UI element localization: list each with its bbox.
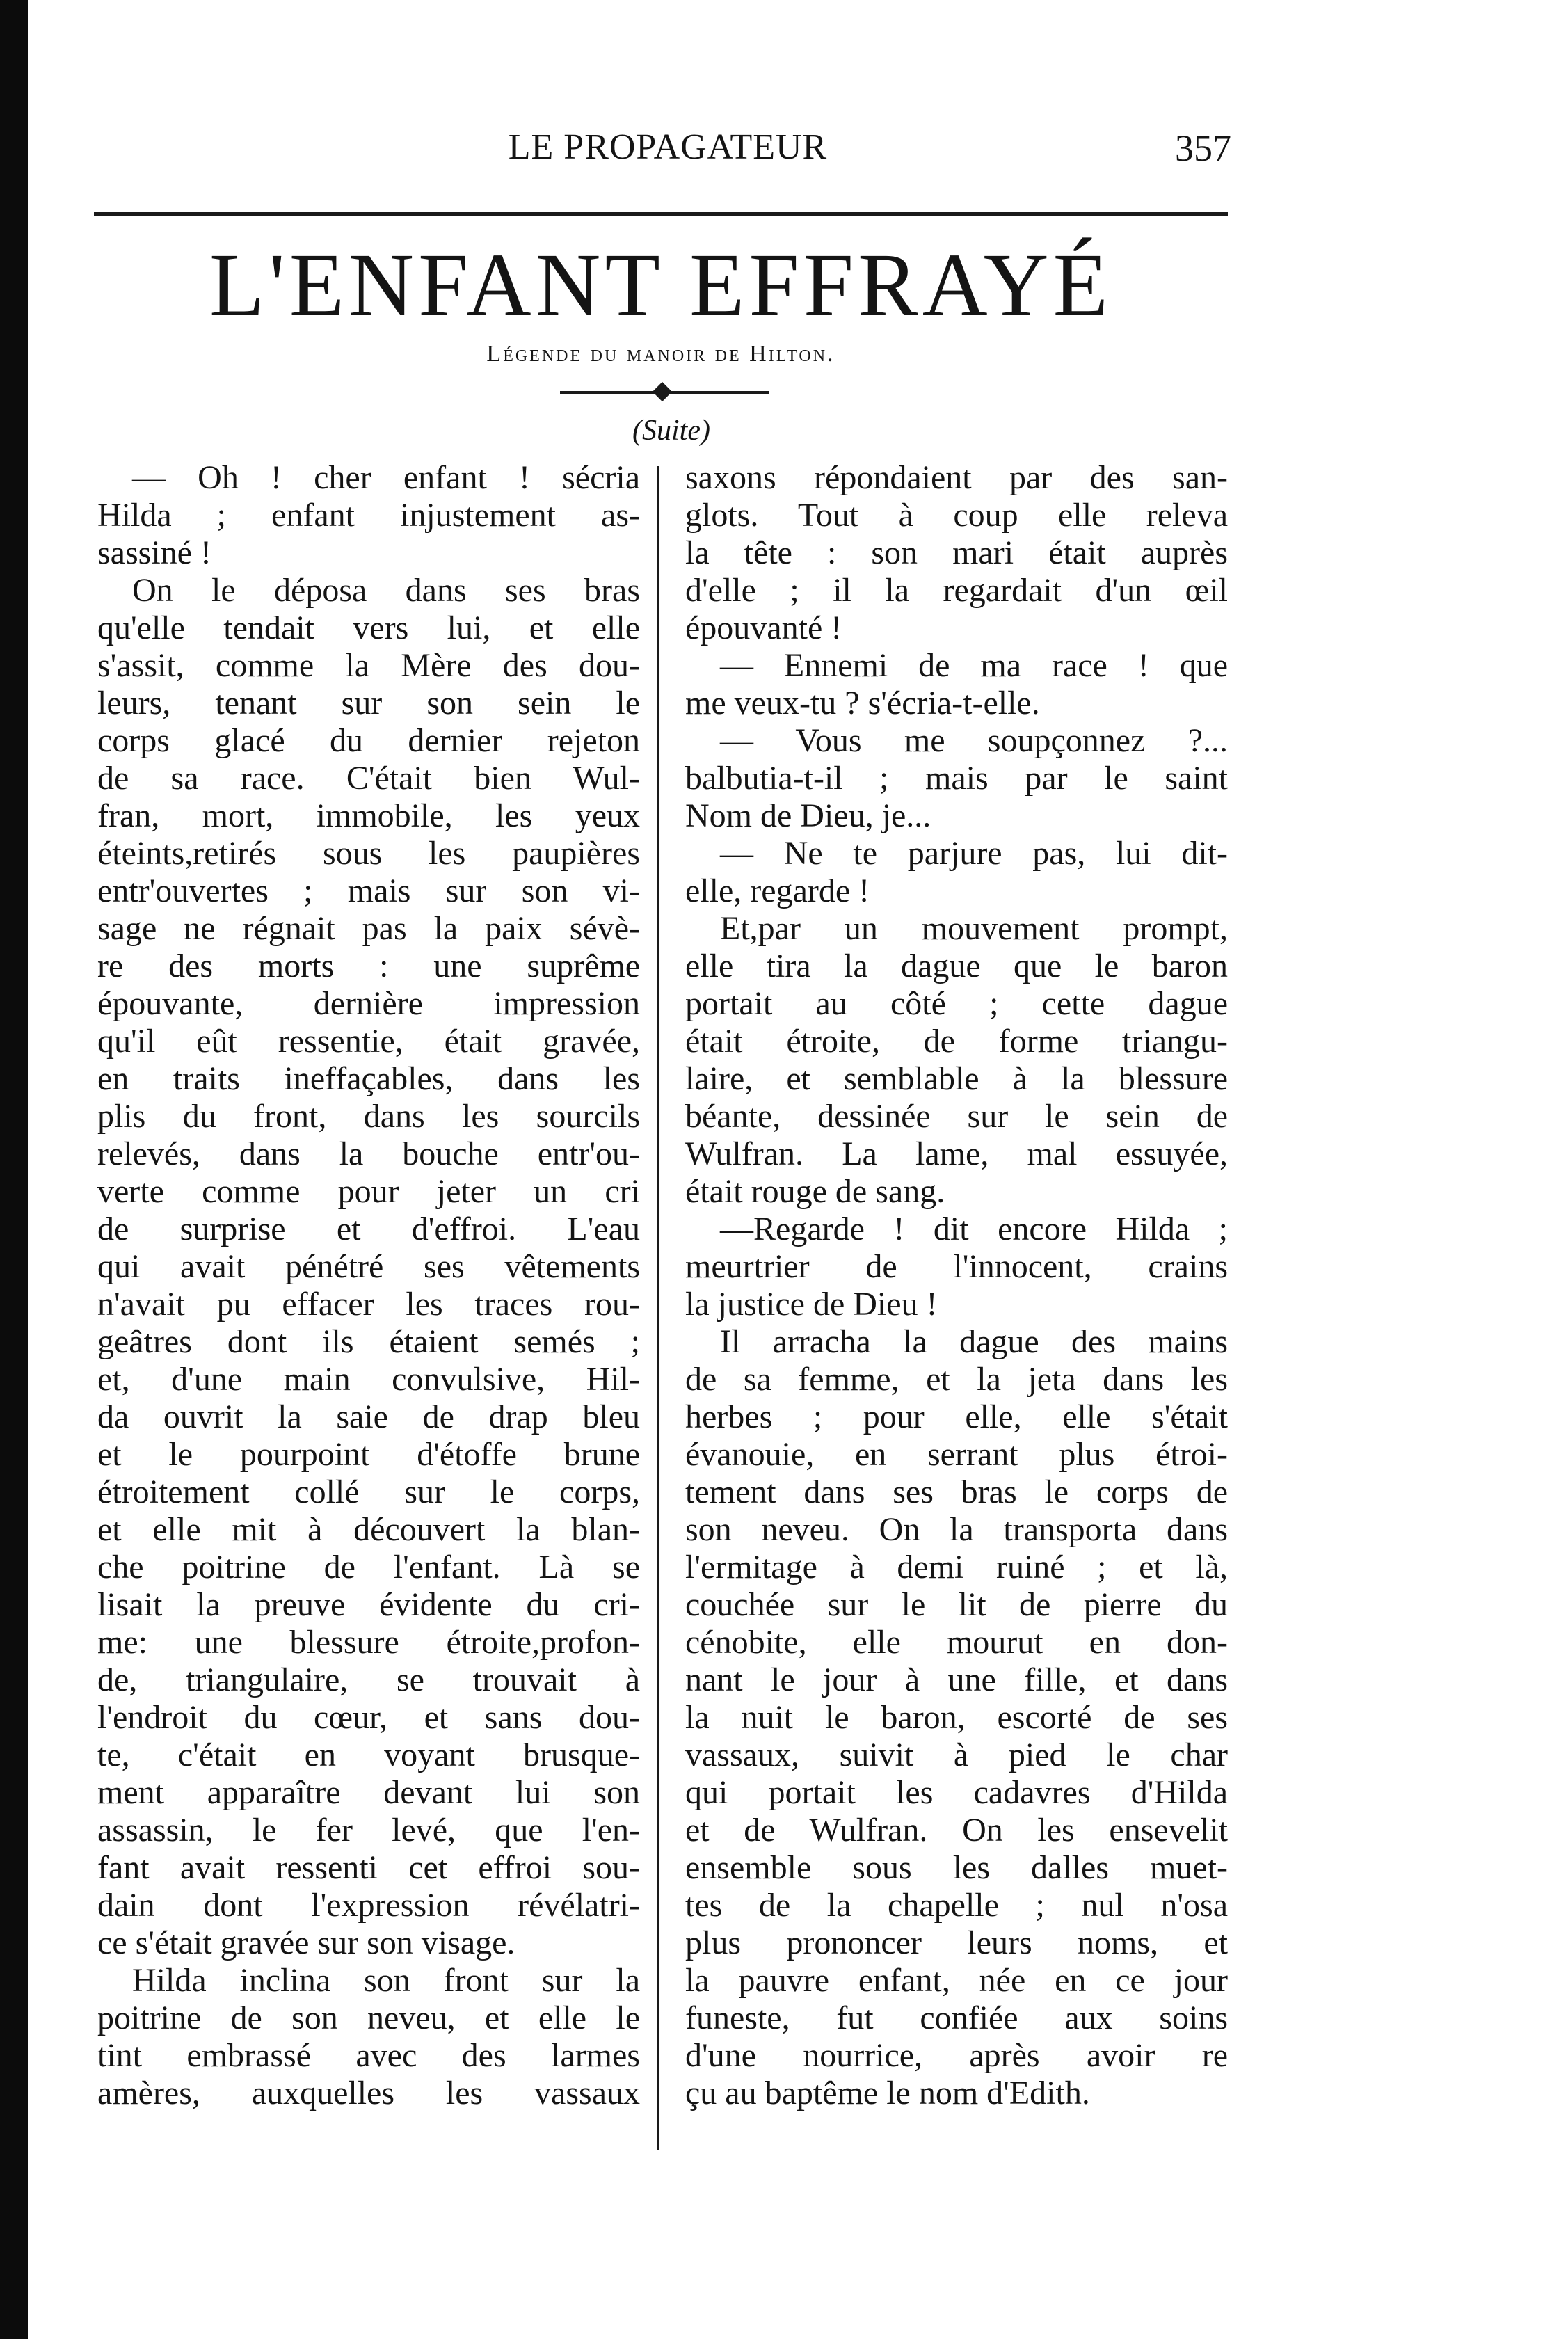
text-line: — Ennemi de ma race ! que	[720, 647, 1228, 684]
text-line: vassaux, suivit à pied le char	[685, 1737, 1228, 1773]
text-line: da ouvrit la saie de drap bleu	[97, 1398, 640, 1435]
left-column	[97, 459, 640, 2112]
text-line: ensemble sous les dalles muet-	[685, 1849, 1228, 1886]
text-line: dain dont l'expression révélatri-	[97, 1887, 640, 1924]
text-line: verte comme pour jeter un cri	[97, 1173, 640, 1210]
running-title: LE PROPAGATEUR	[508, 127, 828, 167]
text-line: la tête : son mari était auprès	[685, 534, 1228, 571]
text-line: Hilda ; enfant injustement as-	[97, 497, 640, 534]
text-line: qu'il eût ressentie, était gravée,	[97, 1023, 640, 1060]
text-line: te, c'était en voyant brusque-	[97, 1737, 640, 1773]
text-line: tes de la chapelle ; nul n'osa	[685, 1887, 1228, 1924]
article-subtitle: Légende du manoir de Hilton.	[486, 341, 835, 367]
text-line: re des morts : une suprême	[97, 948, 640, 984]
text-line: sassiné !	[97, 534, 211, 571]
text-line: laire, et semblable à la blessure	[685, 1060, 1228, 1097]
text-line: ment apparaître devant lui son	[97, 1774, 640, 1811]
text-line: éteints,retirés sous les paupières	[97, 835, 640, 872]
text-line: — Oh ! cher enfant ! sécria	[132, 459, 640, 496]
text-line: de, triangulaire, se trouvait à	[97, 1661, 640, 1698]
text-line: Et,par un mouvement prompt,	[720, 910, 1228, 947]
text-line: elle tira la dague que le baron	[685, 948, 1228, 984]
text-line: étroitement collé sur le corps,	[97, 1474, 640, 1510]
text-line: geâtres dont ils étaient semés ;	[97, 1323, 640, 1360]
text-line: —Regarde ! dit encore Hilda ;	[720, 1211, 1228, 1247]
text-line: Wulfran. La lame, mal essuyée,	[685, 1135, 1228, 1172]
text-line: meurtrier de l'innocent, crains	[685, 1248, 1228, 1285]
scan-edge-bar	[0, 0, 28, 2339]
text-line: l'endroit du cœur, et sans dou-	[97, 1699, 640, 1736]
text-line: poitrine de son neveu, et elle le	[97, 1999, 640, 2036]
text-line: me: une blessure étroite,profon-	[97, 1624, 640, 1661]
text-line: fant avait ressenti cet effroi sou-	[97, 1849, 640, 1886]
text-line: d'elle ; il la regardait d'un œil	[685, 572, 1228, 609]
text-line: qui portait les cadavres d'Hilda	[685, 1774, 1228, 1811]
text-line: lisait la preuve évidente du cri-	[97, 1586, 640, 1623]
text-line: et, d'une main convulsive, Hil-	[97, 1361, 640, 1398]
ornament-diamond	[653, 382, 672, 401]
article-title: L'ENFANT EFFRAYÉ	[209, 235, 1113, 335]
text-line: relevés, dans la bouche entr'ou-	[97, 1135, 640, 1172]
text-line: elle, regarde !	[685, 872, 870, 909]
text-line: corps glacé du dernier rejeton	[97, 722, 640, 759]
text-line: — Vous me soupçonnez ?...	[720, 722, 1228, 759]
text-line: n'avait pu effacer les traces rou-	[97, 1286, 640, 1323]
text-line: balbutia-t-il ; mais par le saint	[685, 760, 1228, 797]
text-line: funeste, fut confiée aux soins	[685, 1999, 1228, 2036]
text-line: amères, auxquelles les vassaux	[97, 2075, 640, 2112]
text-line: était rouge de sang.	[685, 1173, 945, 1210]
text-line: herbes ; pour elle, elle s'était	[685, 1398, 1228, 1435]
text-line: béante, dessinée sur le sein de	[685, 1098, 1228, 1135]
text-line: et de Wulfran. On les ensevelit	[685, 1812, 1228, 1849]
text-line: ce s'était gravée sur son visage.	[97, 1924, 515, 1961]
text-line: épouvante, dernière impression	[97, 985, 640, 1022]
text-line: la nuit le baron, escorté de ses	[685, 1699, 1228, 1736]
text-line: leurs, tenant sur son sein le	[97, 685, 640, 721]
text-line: — Ne te parjure pas, lui dit-	[720, 835, 1228, 872]
text-line: glots. Tout à coup elle releva	[685, 497, 1228, 534]
text-line: Il arracha la dague des mains	[720, 1323, 1228, 1360]
text-line: me veux-tu ? s'écria-t-elle.	[685, 685, 1040, 721]
continuation-label: (Suite)	[632, 415, 710, 447]
text-line: assassin, le fer levé, que l'en-	[97, 1812, 640, 1849]
text-line: fran, mort, immobile, les yeux	[97, 797, 640, 834]
text-line: la pauvre enfant, née en ce jour	[685, 1962, 1228, 1999]
text-line: sage ne régnait pas la paix sévè-	[97, 910, 640, 947]
text-line: cénobite, elle mourut en don-	[685, 1624, 1228, 1661]
page-number: 357	[1175, 127, 1231, 169]
text-line: la justice de Dieu !	[685, 1286, 938, 1323]
text-line: de sa race. C'était bien Wul-	[97, 760, 640, 797]
text-line: de sa femme, et la jeta dans les	[685, 1361, 1228, 1398]
text-line: saxons répondaient par des san-	[685, 459, 1228, 496]
text-line: nant le jour à une fille, et dans	[685, 1661, 1228, 1698]
text-line: tement dans ses bras le corps de	[685, 1474, 1228, 1510]
text-line: de surprise et d'effroi. L'eau	[97, 1211, 640, 1247]
page-header	[104, 127, 1231, 175]
text-line: Hilda inclina son front sur la	[132, 1962, 640, 1999]
text-line: qui avait pénétré ses vêtements	[97, 1248, 640, 1285]
header-rule	[94, 212, 1228, 216]
text-line: et le pourpoint d'étoffe brune	[97, 1436, 640, 1473]
text-line: plis du front, dans les sourcils	[97, 1098, 640, 1135]
text-line: couchée sur le lit de pierre du	[685, 1586, 1228, 1623]
right-column	[685, 459, 1228, 2112]
text-line: che poitrine de l'enfant. Là se	[97, 1549, 640, 1586]
text-line: d'une nourrice, après avoir re	[685, 2037, 1228, 2074]
text-line: l'ermitage à demi ruiné ; et là,	[685, 1549, 1228, 1586]
text-line: qu'elle tendait vers lui, et elle	[97, 609, 640, 646]
text-line: entr'ouvertes ; mais sur son vi-	[97, 872, 640, 909]
text-line: était étroite, de forme triangu-	[685, 1023, 1228, 1060]
text-line: tint embrassé avec des larmes	[97, 2037, 640, 2074]
text-line: çu au baptême le nom d'Edith.	[685, 2075, 1090, 2112]
text-line: s'assit, comme la Mère des dou-	[97, 647, 640, 684]
text-line: portait au côté ; cette dague	[685, 985, 1228, 1022]
text-line: évanouie, en serrant plus étroi-	[685, 1436, 1228, 1473]
text-line: son neveu. On la transporta dans	[685, 1511, 1228, 1548]
text-line: plus prononcer leurs noms, et	[685, 1924, 1228, 1961]
text-line: épouvanté !	[685, 609, 842, 646]
text-line: en traits ineffaçables, dans les	[97, 1060, 640, 1097]
text-line: et elle mit à découvert la blan-	[97, 1511, 640, 1548]
text-line: Nom de Dieu, je...	[685, 797, 931, 834]
text-line: On le déposa dans ses bras	[132, 572, 640, 609]
column-divider	[657, 466, 659, 2150]
